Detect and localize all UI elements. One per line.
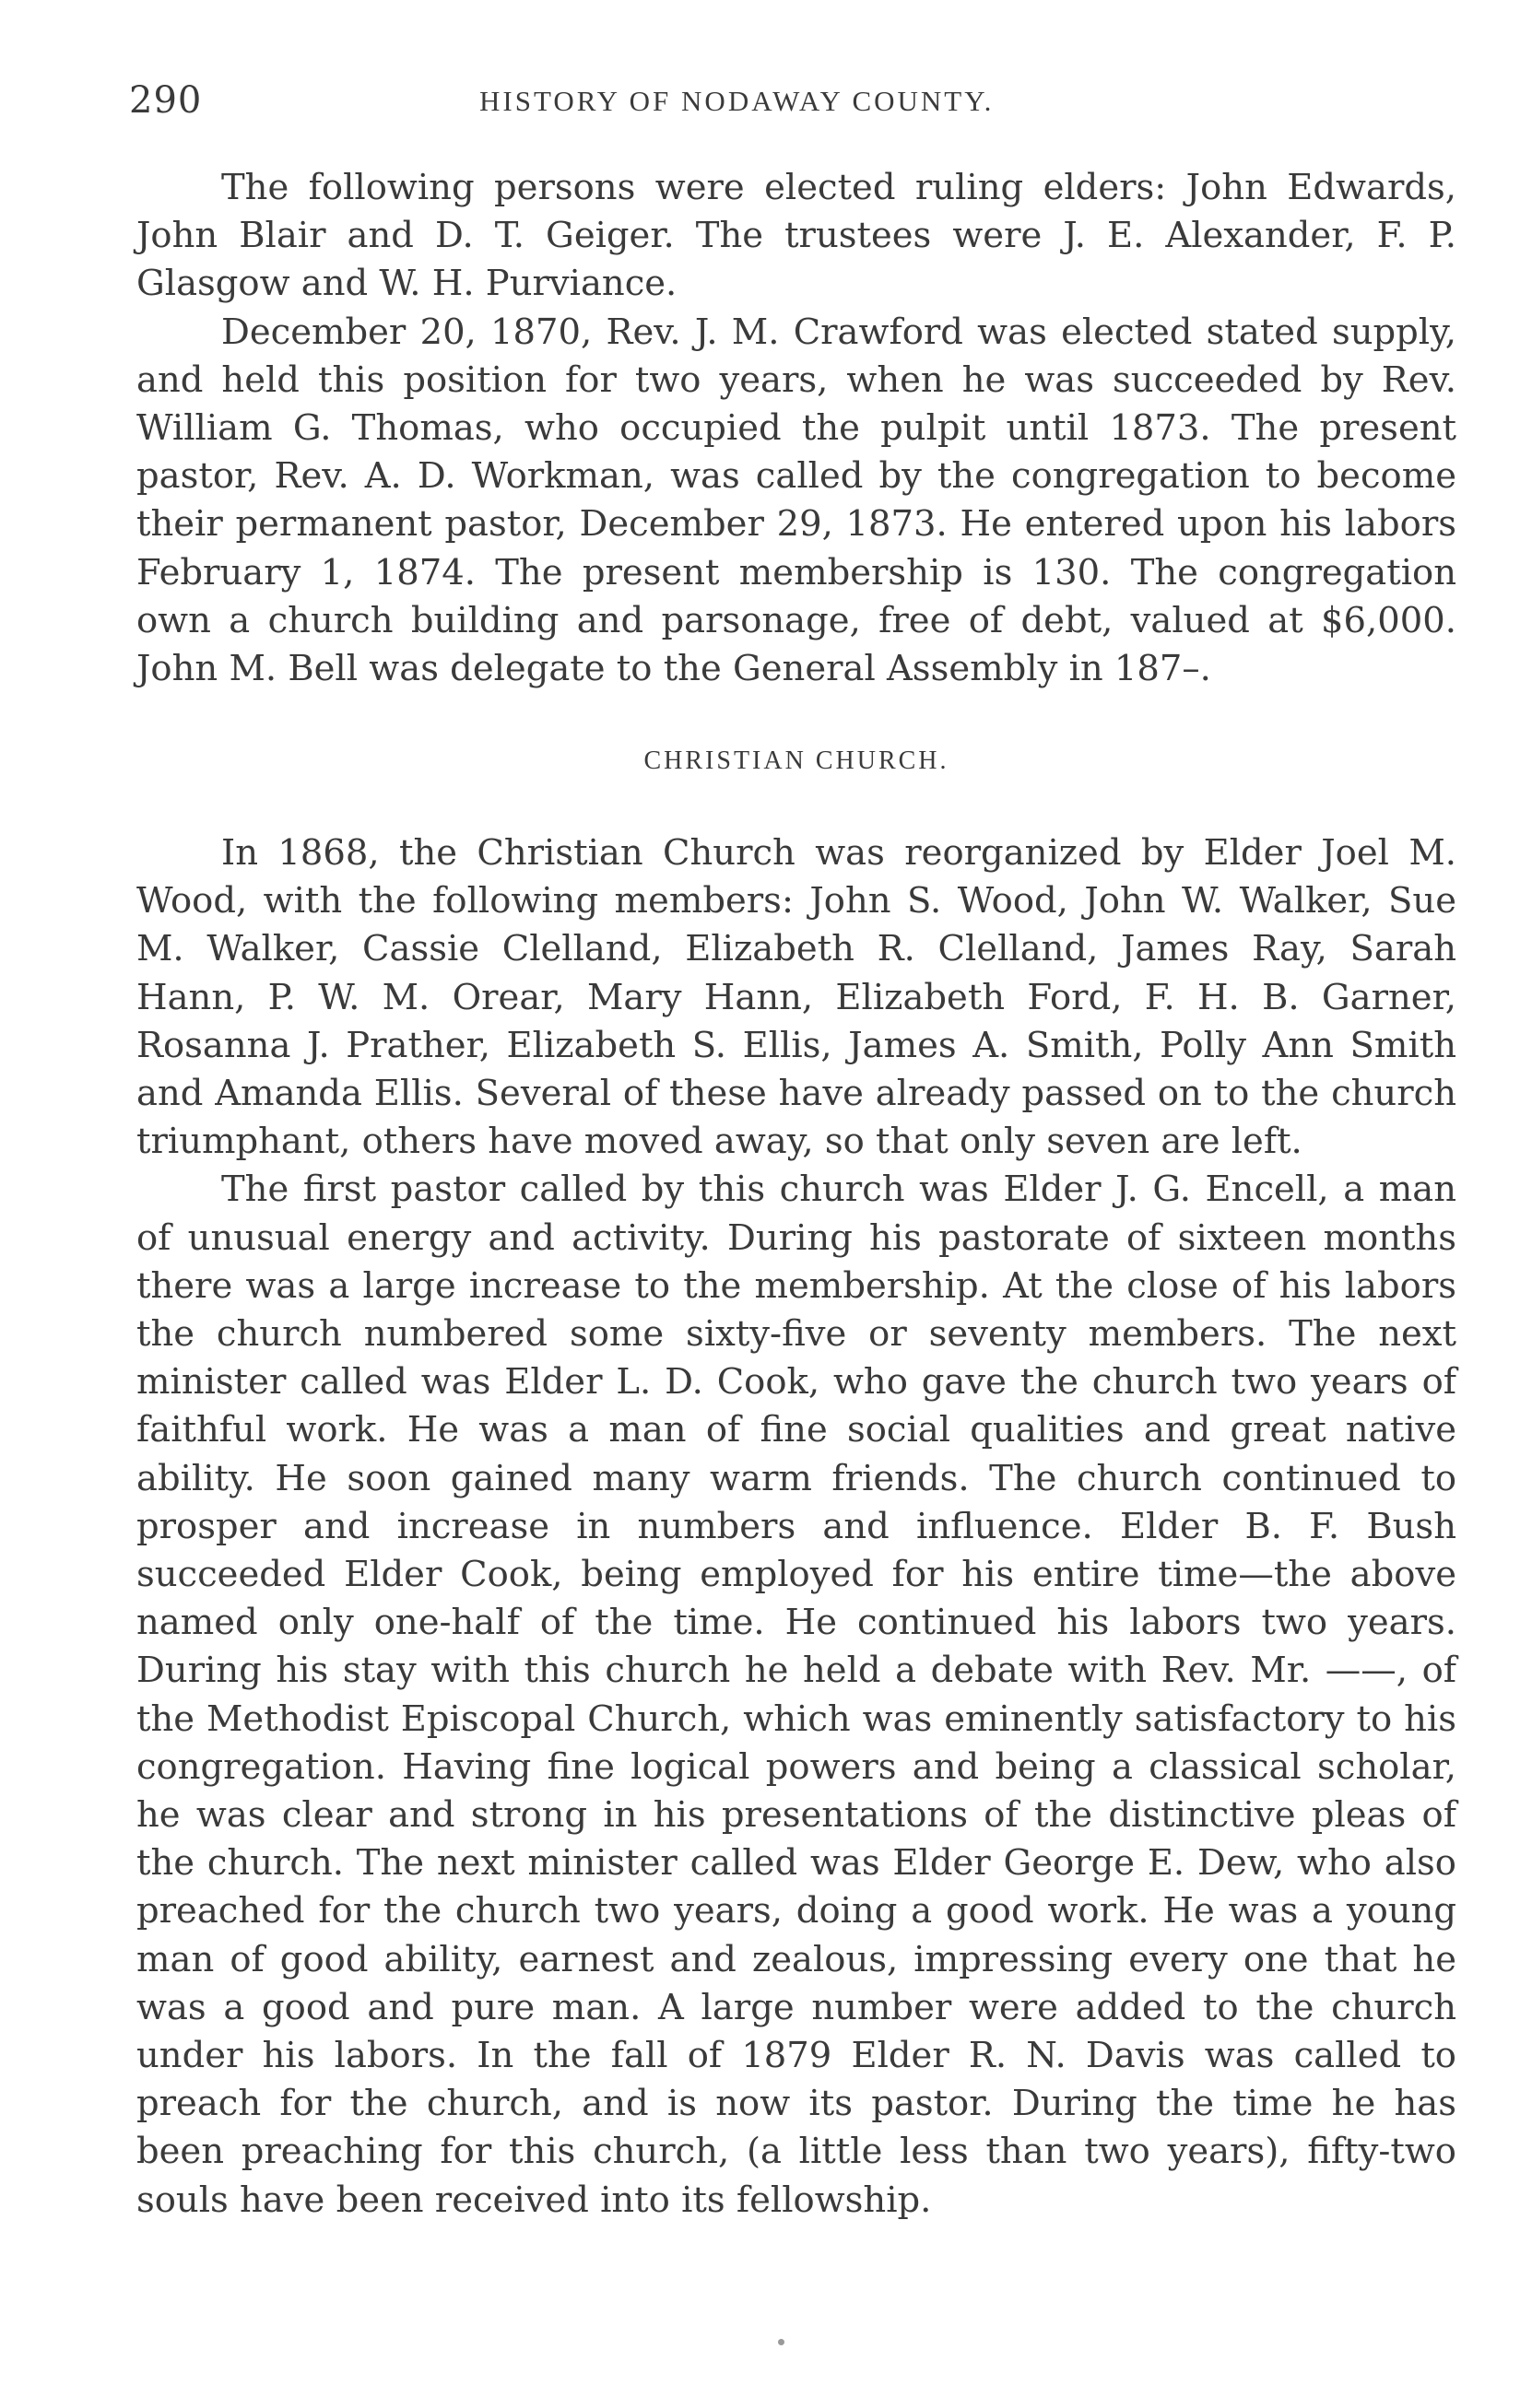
- presbyterian-church-text: [136, 164, 1456, 693]
- ink-smudge-mark: [778, 2339, 784, 2345]
- christian-church-text: [136, 829, 1456, 2225]
- section-heading-christian-church: CHRISTIAN CHURCH.: [643, 746, 949, 775]
- paragraph-ruling-elders: The following persons were elected ruling elders: John Edwards, John Blair and D. T. Geiger. The trustees were J. E. Alexander, F. P. Glasgow and W. H. Purviance.: [136, 167, 1456, 305]
- running-header: [129, 79, 1456, 135]
- book-title: HISTORY OF NODAWAY COUNTY.: [479, 85, 995, 117]
- paragraph-pastors: The first pastor called by this church was Elder J. G. Encell, a man of unusual energy and activity. During his pastorate of sixteen months there was a large increase to the membership. At the close of his labors the church numbered some sixty-five or seventy members. The next minister called was Elder L. D. Cook, who gave the church two years of faithful work. He was a man of fine social qualities and great native ability. He soon gained many warm friends. The church continued to prosper and increase in numbers and influence. Elder B. F. Bush succeeded Elder Cook, being employed for his entire time—the above named only one-half of the time. He continued his labors two years. During his stay with this church he held a debate with Rev. Mr. ——, of the Methodist Episcopal Church, which was eminently satisfactory to his congregation. Having fine logical powers and being a classical scholar, he was clear and strong in his presentations of the distinctive pleas of the church. The next minister called was Elder George E. Dew, who also preached for the church two years, doing a good work. He was a young man of good ability, earnest and zealous, impressing every one that he was a good and pure man. A large number were added to the church under his labors. In the fall of 1879 Elder R. N. Davis was called to preach for the church, and is now its pastor. During the time he has been preaching for this church, (a little less than two years), fifty-two souls have been received into its fellowship.: [136, 1169, 1456, 2221]
- paragraph-pastors-history: December 20, 1870, Rev. J. M. Crawford was elected stated supply, and held this position for two years, when he was succeeded by Rev. William G. Thomas, who occupied the pulpit until 1873. The present pastor, Rev. A. D. Workman, was called by the congregation to become their permanent pastor, December 29, 1873. He entered upon his labors February 1, 1874. The present membership is 130. The congregation own a church building and parsonage, free of debt, valued at $6,000. John M. Bell was delegate to the General Assembly in 187–.: [136, 311, 1456, 690]
- paragraph-reorganization: In 1868, the Christian Church was reorganized by Elder Joel M. Wood, with the following members: John S. Wood, John W. Walker, Sue M. Walker, Cassie Clelland, Elizabeth R. Clelland, James Ray, Sarah Hann, P. W. M. Orear, Mary Hann, Elizabeth Ford, F. H. B. Garner, Rosanna J. Prather, Elizabeth S. Ellis, James A. Smith, Polly Ann Smith and Amanda Ellis. Several of these have already passed on to the church triumphant, others have moved away, so that only seven are left.: [136, 832, 1456, 1163]
- page-number: 290: [129, 79, 203, 122]
